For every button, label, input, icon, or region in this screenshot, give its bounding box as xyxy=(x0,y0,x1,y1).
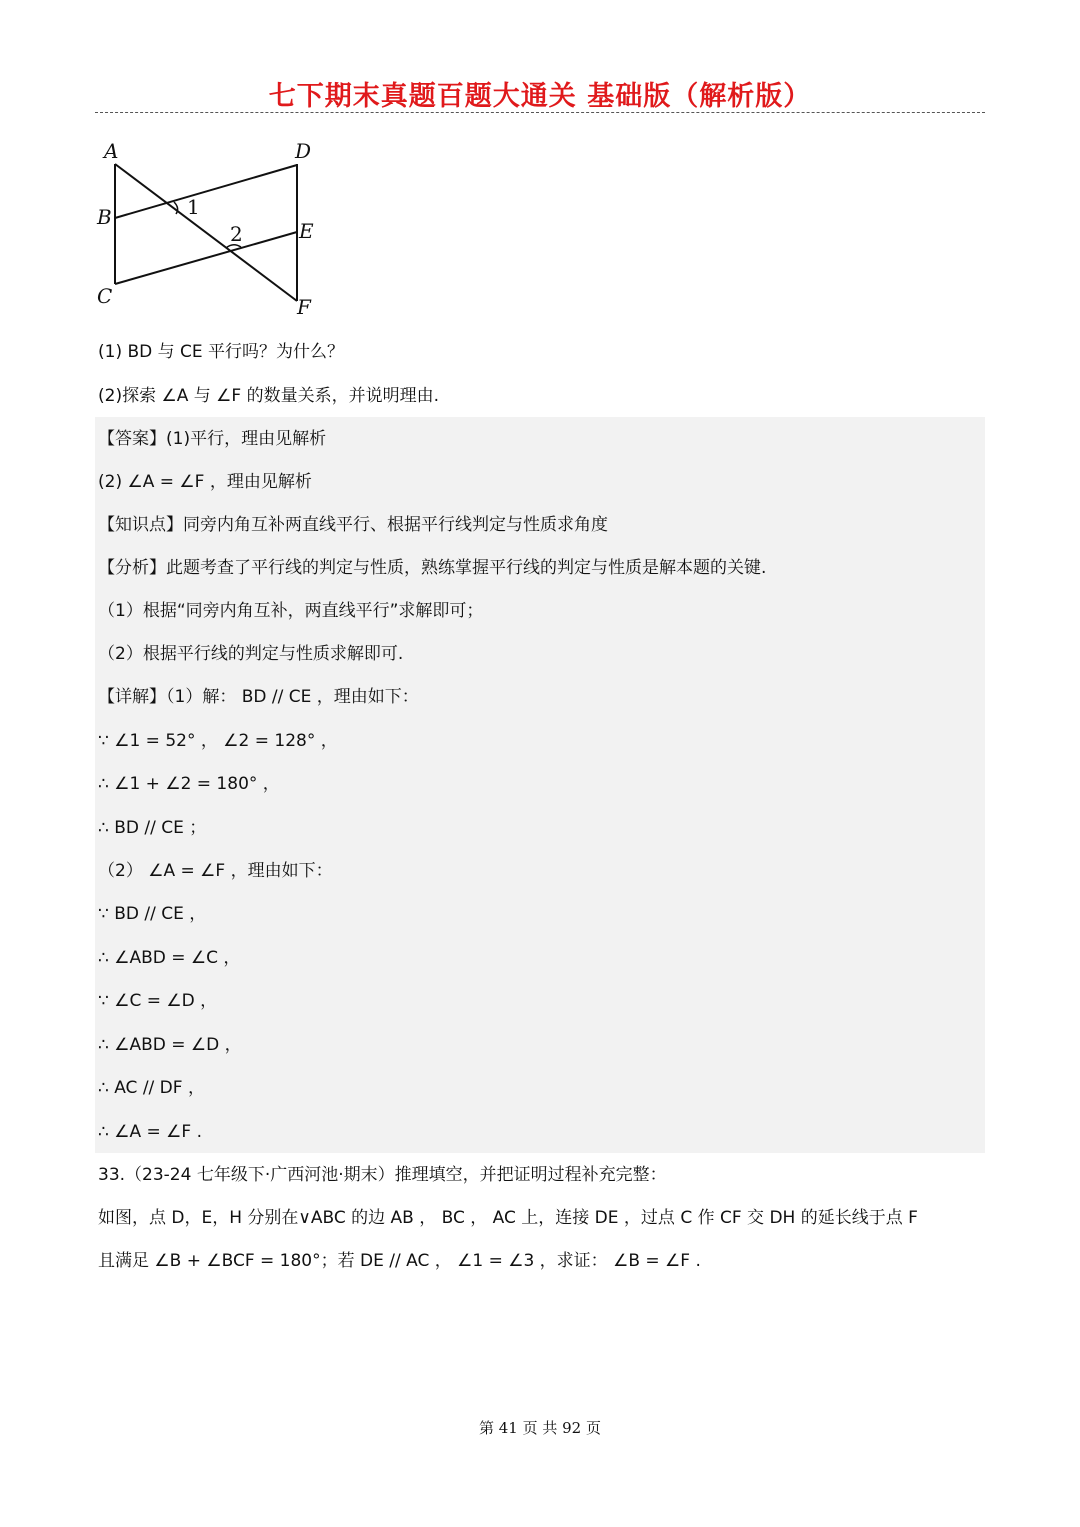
question-33-body-1: 如图，点 D，E，H 分别在∨ABC 的边 AB ， BC ， AC 上，连接 DE ，过点 C 作 CF 交 DH 的延长线于点 F xyxy=(98,1208,918,1228)
geometry-figure xyxy=(92,138,332,328)
header-divider xyxy=(95,112,985,113)
question-1: (1) BD 与 CE 平行吗？为什么？ xyxy=(98,342,345,362)
page-number: 第 41 页 共 92 页 xyxy=(478,1419,601,1437)
answer-line: ∴ AC // DF ， xyxy=(98,1078,205,1098)
answer-line: 【知识点】同旁内角互补两直线平行、根据平行线判定与性质求角度 xyxy=(98,515,608,535)
answer-line: （2）根据平行线的判定与性质求解即可. xyxy=(98,644,404,664)
label-d: D xyxy=(295,139,312,163)
label-c: C xyxy=(97,284,113,308)
question-33-title: 33.（23-24 七年级下·广西河池·期末）推理填空，并把证明过程补充完整： xyxy=(98,1165,667,1185)
label-angle-2: 2 xyxy=(230,222,243,246)
answer-line: ∴ BD // CE ； xyxy=(98,818,207,838)
answer-line: （2） ∠A = ∠F ，理由如下： xyxy=(98,861,333,881)
answer-line: 【分析】此题考查了平行线的判定与性质，熟练掌握平行线的判定与性质是解本题的关键. xyxy=(98,558,767,578)
answer-line: ∴ ∠ABD = ∠D ， xyxy=(98,1035,242,1055)
answer-line: ∵ BD // CE ， xyxy=(98,904,207,924)
segment-bd xyxy=(115,165,297,218)
label-b: B xyxy=(97,205,112,229)
answer-line: ∴ ∠A = ∠F . xyxy=(98,1122,202,1142)
question-2: (2)探索 ∠A 与 ∠F 的数量关系，并说明理由. xyxy=(98,386,439,406)
label-a: A xyxy=(104,139,119,163)
page-header-title: 七下期末真题百题大通关 基础版（解析版） xyxy=(268,81,812,112)
label-e: E xyxy=(299,219,314,243)
segment-ce xyxy=(115,232,297,284)
answer-line: ∴ ∠ABD = ∠C ， xyxy=(98,948,241,968)
label-f: F xyxy=(297,295,311,319)
question-33-body-2: 且满足 ∠B + ∠BCF = 180°；若 DE // AC ， ∠1 = ∠3 ，求证： ∠B = ∠F . xyxy=(98,1251,701,1271)
answer-line: ∵ ∠1 = 52° ， ∠2 = 128° ， xyxy=(98,731,338,751)
label-angle-1: 1 xyxy=(187,195,200,219)
answer-line: ∵ ∠C = ∠D ， xyxy=(98,991,218,1011)
geometry-figure-svg xyxy=(92,138,332,328)
answer-line: （1）根据“同旁内角互补，两直线平行”求解即可； xyxy=(98,601,484,621)
segment-af xyxy=(115,164,297,301)
answer-line: (2) ∠A = ∠F ，理由见解析 xyxy=(98,472,312,492)
answer-line: 【详解】（1）解： BD // CE ，理由如下： xyxy=(98,687,419,707)
answer-line: 【答案】(1)平行，理由见解析 xyxy=(98,429,327,449)
answer-line: ∴ ∠1 + ∠2 = 180° ， xyxy=(98,774,280,794)
